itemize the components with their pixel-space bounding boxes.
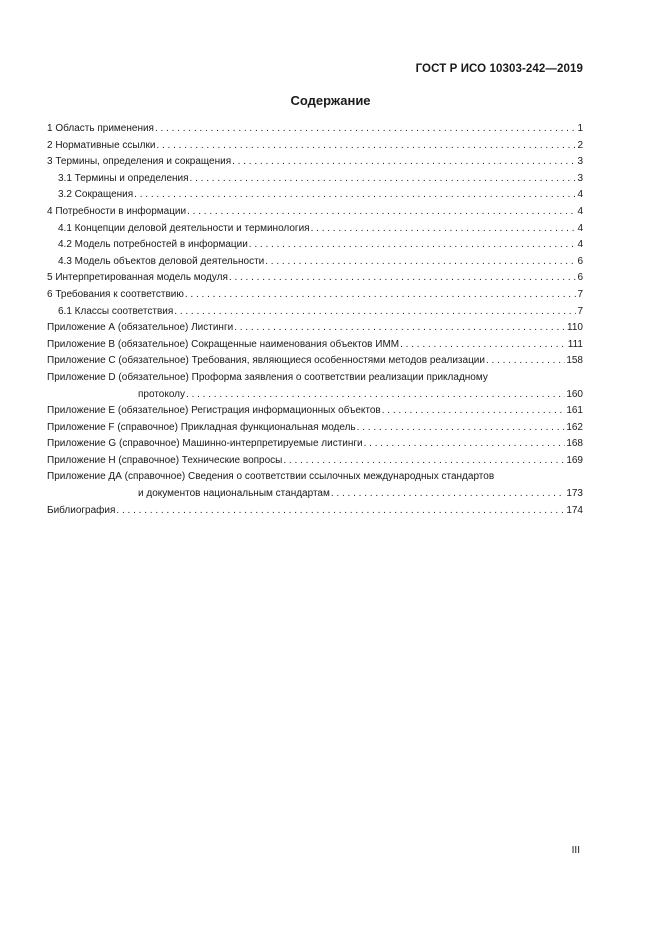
- toc-entry-6-1[interactable]: [47, 304, 583, 321]
- toc-page-number: 4: [577, 239, 583, 251]
- toc-leader: [486, 353, 565, 370]
- toc-leader: [400, 337, 567, 354]
- toc-entry-label: Приложение F (справочное) Прикладная функциональная модель: [47, 421, 356, 433]
- toc-leader: [156, 138, 576, 155]
- toc-entry-label: Приложение Е (обязательное) Регистрация информационных объектов: [47, 405, 381, 417]
- toc-entry-label: 6 Требования к соответствию: [47, 288, 184, 300]
- toc-entry-annex-g[interactable]: [47, 436, 583, 453]
- toc-entry-label: 2 Нормативные ссылки: [47, 139, 156, 151]
- toc-entry-1[interactable]: [47, 121, 583, 138]
- toc-page-number: 174: [566, 504, 583, 516]
- toc-entry-6[interactable]: [47, 287, 583, 304]
- toc-entry-label: Библиография: [47, 504, 116, 516]
- toc-page-number: 7: [577, 288, 583, 300]
- toc-entry-annex-da[interactable]: [47, 469, 583, 502]
- toc-entry-4-1[interactable]: [47, 221, 583, 238]
- toc-entry-annex-a[interactable]: [47, 320, 583, 337]
- table-of-contents: [47, 121, 583, 519]
- toc-entry-label: 1 Область применения: [47, 123, 154, 134]
- toc-page-number: 6: [577, 272, 583, 284]
- toc-entry-label: 4 Потребности в информации: [47, 205, 187, 217]
- toc-entry-4-3[interactable]: [47, 254, 583, 271]
- page-number: III: [571, 845, 580, 856]
- toc-leader: [190, 171, 577, 188]
- standard-code: ГОСТ Р ИСО 10303-242—2019: [415, 63, 583, 75]
- toc-entry-annex-f[interactable]: [47, 420, 583, 437]
- toc-leader: [311, 221, 577, 238]
- toc-entry-annex-c[interactable]: [47, 353, 583, 370]
- toc-leader: [234, 320, 566, 337]
- toc-entry-annex-d[interactable]: [47, 370, 583, 403]
- toc-leader: [187, 204, 576, 221]
- toc-entry-4[interactable]: [47, 204, 583, 221]
- toc-page-number: 160: [566, 388, 583, 400]
- toc-entry-3-2[interactable]: [47, 187, 583, 204]
- toc-leader: [134, 187, 576, 204]
- toc-page-number: 169: [566, 454, 583, 466]
- toc-leader: [185, 287, 577, 304]
- toc-entry-label: 3 Термины, определения и сокращения: [47, 156, 232, 168]
- toc-leader: [186, 387, 565, 404]
- toc-leader: [116, 503, 565, 520]
- toc-leader: [382, 403, 566, 420]
- toc-entry-label: Приложение ДА (справочное) Сведения о соответствии ссылочных международных стандартов: [47, 471, 495, 483]
- toc-entry-label: Приложение А (обязательное) Листинги: [47, 322, 234, 334]
- toc-page-number: 110: [567, 322, 583, 334]
- toc-page-number: 173: [566, 488, 583, 500]
- toc-entry-label: 4.2 Модель потребностей в информации: [58, 239, 248, 251]
- toc-page-number: 3: [577, 156, 583, 168]
- toc-entry-label: 4.3 Модель объектов деловой деятельности: [58, 255, 265, 267]
- toc-entry-5[interactable]: [47, 270, 583, 287]
- toc-entry-label: 6.1 Классы соответствия: [58, 305, 174, 317]
- toc-entry-annex-e[interactable]: [47, 403, 583, 420]
- toc-entry-3-1[interactable]: [47, 171, 583, 188]
- toc-leader: [364, 436, 566, 453]
- toc-leader: [174, 304, 576, 321]
- toc-entry-label-continuation: и документов национальным стандартам: [138, 488, 330, 500]
- toc-leader: [331, 486, 565, 503]
- toc-leader: [265, 254, 576, 271]
- toc-leader: [249, 237, 577, 254]
- page-title: Содержание: [290, 93, 371, 108]
- toc-page-number: 161: [566, 405, 583, 417]
- toc-entry-label: 5 Интерпретированная модель модуля: [47, 272, 228, 284]
- toc-page-number: 4: [577, 222, 583, 234]
- toc-page-number: 168: [566, 438, 583, 450]
- toc-page-number: 162: [566, 421, 583, 433]
- toc-entry-label: Приложение В (обязательное) Сокращенные наименования объектов ИММ: [47, 338, 400, 350]
- toc-leader: [232, 154, 576, 171]
- toc-entry-annex-b[interactable]: [47, 337, 583, 354]
- toc-leader: [283, 453, 565, 470]
- toc-page-number: 158: [566, 355, 583, 367]
- toc-entry-label: Приложение G (справочное) Машинно-интерпретируемые листинги: [47, 438, 363, 450]
- toc-entry-label-continuation: протоколу: [138, 388, 186, 400]
- toc-entry-annex-h[interactable]: [47, 453, 583, 470]
- toc-leader: [229, 270, 577, 287]
- toc-entry-label: Приложение С (обязательное) Требования, являющиеся особенностями методов реализации: [47, 355, 485, 367]
- toc-entry-label: 3.1 Термины и определения: [58, 172, 189, 184]
- toc-entry-3[interactable]: [47, 154, 583, 171]
- toc-leader: [357, 420, 566, 437]
- toc-page-number: 4: [577, 205, 583, 217]
- toc-page-number: 2: [577, 139, 583, 151]
- toc-entry-label: 3.2 Сокращения: [58, 189, 134, 201]
- toc-page-number: 6: [577, 255, 583, 267]
- toc-entry-bibliography[interactable]: [47, 503, 583, 520]
- toc-leader: [155, 121, 576, 138]
- toc-entry-label: 4.1 Концепции деловой деятельности и терминология: [58, 222, 310, 234]
- toc-entry-2[interactable]: [47, 138, 583, 155]
- toc-entry-label: Приложение Н (справочное) Технические вопросы: [47, 454, 283, 466]
- toc-page-number: 3: [577, 172, 583, 184]
- toc-page-number: 4: [577, 189, 583, 201]
- toc-entry-4-2[interactable]: [47, 237, 583, 254]
- toc-page-number: 7: [577, 305, 583, 317]
- toc-page-number: 1: [577, 123, 583, 134]
- toc-page-number: 111: [567, 338, 583, 350]
- toc-entry-label: Приложение D (обязательное) Проформа заявления о соответствии реализации прикладному: [47, 371, 488, 383]
